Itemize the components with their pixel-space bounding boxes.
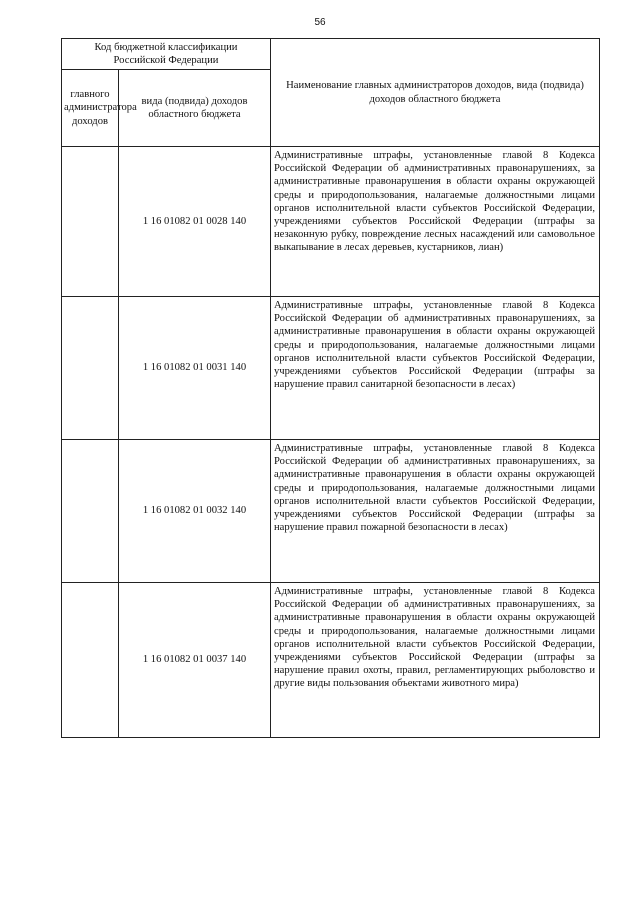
revenue-code-cell: 1 16 01082 01 0028 140 — [119, 147, 271, 297]
revenue-name-text: Административные штрафы, установленные главой 8 Кодекса Российской Федерации об административных правонарушениях, за административные правонарушения в области охраны окружающей среды и природопользования, налагаемые должностными лицами органов исполнительной власти субъектов Российской Федерации, учреждениями субъектов Российской Федерации (штрафы за нарушение правил санитарной безопасности в лесах) — [274, 300, 595, 391]
table-row — [62, 440, 600, 583]
header-admin-column: главного администратора доходов — [62, 70, 119, 147]
revenue-name-cell — [271, 440, 600, 583]
table-header-row-1 — [62, 39, 600, 70]
header-code-group: Код бюджетной классификации Российской Федерации — [62, 39, 271, 70]
admin-code-cell — [62, 440, 119, 583]
table-row — [62, 297, 600, 440]
table-row — [62, 583, 600, 738]
revenue-name-cell — [271, 297, 600, 440]
admin-code-cell — [62, 147, 119, 297]
admin-code-cell — [62, 297, 119, 440]
revenue-name-text: Административные штрафы, установленные главой 8 Кодекса Российской Федерации об административных правонарушениях, за административные правонарушения в области охраны окружающей среды и природопользования, налагаемые должностными лицами органов исполнительной власти субъектов Российской Федерации, учреждениями субъектов Российской Федерации (штрафы за нарушение правил пожарной безопасности в лесах) — [274, 443, 595, 534]
header-type-column: вида (подвида) доходов областного бюджета — [119, 70, 271, 147]
revenue-code-cell: 1 16 01082 01 0032 140 — [119, 440, 271, 583]
revenue-name-cell — [271, 583, 600, 738]
header-name-column: Наименование главных администраторов доходов, вида (подвида) доходов областного бюджета — [271, 39, 600, 147]
admin-code-cell — [62, 583, 119, 738]
page-number: 56 — [314, 17, 326, 28]
revenue-name-text: Административные штрафы, установленные главой 8 Кодекса Российской Федерации об административных правонарушениях, за административные правонарушения в области охраны окружающей среды и природопользования, налагаемые должностными лицами органов исполнительной власти субъектов Российской Федерации, учреждениями субъектов Российской Федерации (штрафы за незаконную рубку, повреждение лесных насаждений или самовольное выкапывание в лесах деревьев, кустарников, лиан) — [274, 150, 595, 254]
revenue-name-text: Административные штрафы, установленные главой 8 Кодекса Российской Федерации об административных правонарушениях, за административные правонарушения в области охраны окружающей среды и природопользования, налагаемые должностными лицами органов исполнительной власти субъектов Российской Федерации, учреждениями субъектов Российской Федерации (штрафы за нарушение правил охоты, правил, регламентирующих рыболовство и другие виды пользования объектами животного мира) — [274, 586, 595, 690]
revenue-name-cell — [271, 147, 600, 297]
budget-classification-table — [61, 38, 600, 738]
table-row — [62, 147, 600, 297]
revenue-code-cell: 1 16 01082 01 0037 140 — [119, 583, 271, 738]
revenue-code-cell: 1 16 01082 01 0031 140 — [119, 297, 271, 440]
